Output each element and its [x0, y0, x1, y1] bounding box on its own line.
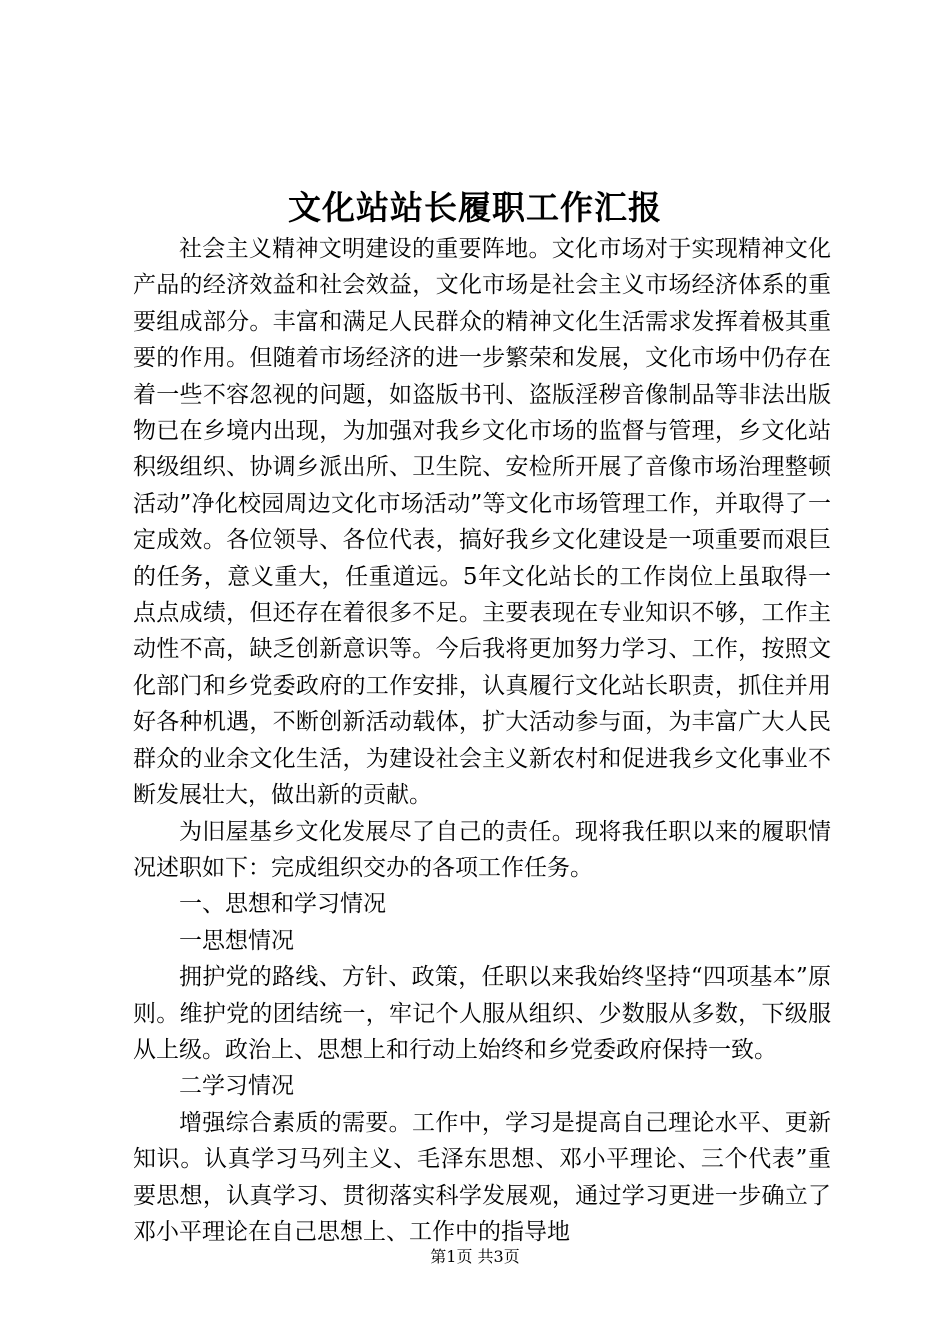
subsection-heading: 二学习情况 [179, 1073, 294, 1100]
paragraph: 为旧屋基乡文化发展尽了自己的责任。现将我任职以来的履职情况述职如下：完成组织交办的各项工作任务。 [133, 818, 831, 881]
page-number-footer: 第1页 共3页 [430, 1247, 520, 1266]
paragraph: 增强综合素质的需要。工作中，学习是提高自己理论水平、更新知识。认真学习马列主义、毛泽东思想、邓小平理论、三个代表”重要思想，认真学习、贯彻落实科学发展观，通过学习更进一步确立了邓小平理论在自己思想上、工作中的指导地 [133, 1109, 831, 1245]
document-body [133, 231, 831, 1250]
document-title: 文化站站长履职工作汇报 [288, 188, 662, 227]
paragraph: 社会主义精神文明建设的重要阵地。文化市场对于实现精神文化产品的经济效益和社会效益，文化市场是社会主义市场经济体系的重要组成部分。丰富和满足人民群众的精神文化生活需求发挥着极其重要的作用。但随着市场经济的进一步繁荣和发展，文化市场中仍存在着一些不容忽视的问题，如盗版书刊、盗版淫秽音像制品等非法出版物已在乡境内出现，为加强对我乡文化市场的监督与管理，乡文化站积级组织、协调乡派出所、卫生院、安检所开展了音像市场治理整顿活动”净化校园周边文化市场活动”等文化市场管理工作，并取得了一定成效。各位领导、各位代表，搞好我乡文化建设是一项重要而艰巨的任务，意义重大，任重道远。5年文化站长的工作岗位上虽取得一点点成绩，但还存在着很多不足。主要表现在专业知识不够，工作主动性不高，缺乏创新意识等。今后我将更加努力学习、工作，按照文化部门和乡党委政府的工作安排，认真履行文化站长职责，抓住并用好各种机遇，不断创新活动载体，扩大活动参与面，为丰富广大人民群众的业余文化生活，为建设社会主义新农村和促进我乡文化事业不断发展壮大，做出新的贡献。 [133, 236, 831, 809]
section-heading: 一、思想和学习情况 [179, 891, 386, 918]
subsection-heading: 一思想情况 [179, 927, 294, 954]
paragraph: 拥护党的路线、方针、政策，任职以来我始终坚持“四项基本”原则。维护党的团结统一，牢记个人服从组织、少数服从多数，下级服从上级。政治上、思想上和行动上始终和乡党委政府保持一致。 [133, 964, 831, 1063]
